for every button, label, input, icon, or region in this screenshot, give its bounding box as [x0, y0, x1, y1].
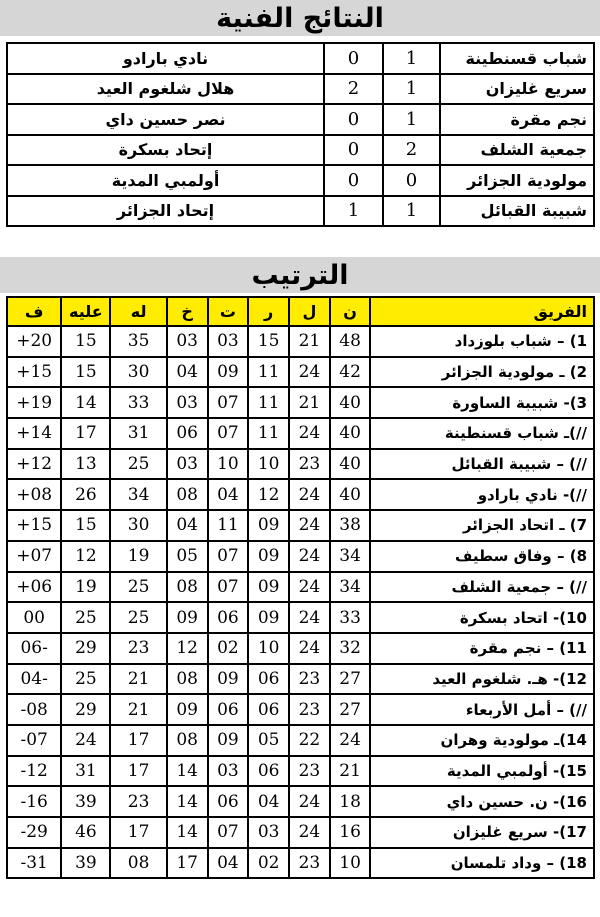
- won: 09: [248, 602, 289, 633]
- drawn: 04: [208, 848, 249, 879]
- standings-row: [7, 326, 594, 357]
- drawn: 11: [208, 510, 249, 541]
- away-score: 0: [324, 135, 383, 166]
- goals-against: 17: [61, 418, 110, 449]
- header-goals-for: له: [110, 297, 166, 326]
- goal-diff: +08: [7, 479, 61, 510]
- goals-for: 30: [110, 357, 166, 388]
- standings-table-body: [7, 297, 594, 878]
- goals-against: 15: [61, 357, 110, 388]
- won: 12: [248, 479, 289, 510]
- lost: 03: [167, 387, 208, 418]
- result-row: [7, 196, 594, 227]
- goal-diff: +07: [7, 541, 61, 572]
- away-team: إتحاد الجزائر: [7, 196, 324, 227]
- header-played: ل: [289, 297, 330, 326]
- standings-header-row: [7, 297, 594, 326]
- results-table: [6, 42, 595, 227]
- goals-for: 35: [110, 326, 166, 357]
- won: 09: [248, 572, 289, 603]
- lost: 14: [167, 817, 208, 848]
- played: 23: [289, 756, 330, 787]
- team-name: 12)- هـ. شلغوم العيد: [370, 664, 594, 695]
- played: 24: [289, 510, 330, 541]
- team-name: 15)- أولمبي المدية: [370, 756, 594, 787]
- played: 21: [289, 387, 330, 418]
- points: 48: [330, 326, 371, 357]
- home-score: 1: [383, 104, 440, 135]
- lost: 06: [167, 418, 208, 449]
- lost: 04: [167, 510, 208, 541]
- standings-row: [7, 817, 594, 848]
- won: 06: [248, 694, 289, 725]
- team-name: 16)- ن. حسين داي: [370, 786, 594, 817]
- goals-against: 25: [61, 664, 110, 695]
- results-table-body: [7, 43, 594, 226]
- points: 34: [330, 572, 371, 603]
- goals-for: 17: [110, 756, 166, 787]
- home-team: شباب قسنطينة: [440, 43, 594, 74]
- goals-against: 39: [61, 848, 110, 879]
- result-row: [7, 43, 594, 74]
- goals-against: 12: [61, 541, 110, 572]
- lost: 14: [167, 786, 208, 817]
- drawn: 07: [208, 387, 249, 418]
- points: 42: [330, 357, 371, 388]
- away-team: إتحاد بسكرة: [7, 135, 324, 166]
- goals-against: 31: [61, 756, 110, 787]
- home-score: 0: [383, 165, 440, 196]
- lost: 08: [167, 572, 208, 603]
- team-name: //) – شبيبة القبائل: [370, 449, 594, 480]
- goal-diff: -08: [7, 694, 61, 725]
- standings-row: [7, 541, 594, 572]
- team-name: 8) – وفاق سطيف: [370, 541, 594, 572]
- won: 10: [248, 449, 289, 480]
- goals-for: 21: [110, 694, 166, 725]
- goals-against: 26: [61, 479, 110, 510]
- lost: 09: [167, 694, 208, 725]
- drawn: 07: [208, 817, 249, 848]
- standings-row: [7, 572, 594, 603]
- points: 10: [330, 848, 371, 879]
- header-goal-diff: ف: [7, 297, 61, 326]
- results-title-banner: [0, 0, 600, 36]
- away-team: نصر حسين داي: [7, 104, 324, 135]
- goals-against: 46: [61, 817, 110, 848]
- goals-for: 21: [110, 664, 166, 695]
- team-name: 7) ـ اتحاد الجزائر: [370, 510, 594, 541]
- won: 15: [248, 326, 289, 357]
- header-points: ن: [330, 297, 371, 326]
- points: 40: [330, 449, 371, 480]
- lost: 08: [167, 664, 208, 695]
- drawn: 06: [208, 602, 249, 633]
- goal-diff: -29: [7, 817, 61, 848]
- standings-row: [7, 664, 594, 695]
- goals-for: 25: [110, 449, 166, 480]
- won: 06: [248, 756, 289, 787]
- team-name: 10)- اتحاد بسكرة: [370, 602, 594, 633]
- home-score: 1: [383, 43, 440, 74]
- points: 18: [330, 786, 371, 817]
- goals-against: 15: [61, 510, 110, 541]
- goal-diff: +19: [7, 387, 61, 418]
- points: 21: [330, 756, 371, 787]
- away-team: هلال شلغوم العيد: [7, 74, 324, 105]
- goals-for: 23: [110, 633, 166, 664]
- goals-against: 13: [61, 449, 110, 480]
- goal-diff: -16: [7, 786, 61, 817]
- drawn: 10: [208, 449, 249, 480]
- drawn: 02: [208, 633, 249, 664]
- standings-row: [7, 510, 594, 541]
- goals-for: 23: [110, 786, 166, 817]
- standings-row: [7, 725, 594, 756]
- away-score: 0: [324, 104, 383, 135]
- header-won: ر: [248, 297, 289, 326]
- team-name: 3)- شبيبة الساورة: [370, 387, 594, 418]
- standings-row: [7, 449, 594, 480]
- goal-diff: +15: [7, 510, 61, 541]
- home-team: جمعية الشلف: [440, 135, 594, 166]
- result-row: [7, 165, 594, 196]
- lost: 14: [167, 756, 208, 787]
- drawn: 03: [208, 326, 249, 357]
- goals-against: 19: [61, 572, 110, 603]
- drawn: 06: [208, 786, 249, 817]
- played: 24: [289, 541, 330, 572]
- goals-for: 08: [110, 848, 166, 879]
- played: 24: [289, 602, 330, 633]
- standings-row: [7, 357, 594, 388]
- drawn: 07: [208, 572, 249, 603]
- won: 11: [248, 387, 289, 418]
- standings-row: [7, 418, 594, 449]
- goals-for: 17: [110, 725, 166, 756]
- points: 38: [330, 510, 371, 541]
- result-row: [7, 135, 594, 166]
- goals-for: 17: [110, 817, 166, 848]
- points: 40: [330, 418, 371, 449]
- header-team: الفريق: [370, 297, 594, 326]
- drawn: 07: [208, 541, 249, 572]
- won: 11: [248, 357, 289, 388]
- team-name: //) – جمعية الشلف: [370, 572, 594, 603]
- played: 24: [289, 817, 330, 848]
- drawn: 06: [208, 694, 249, 725]
- lost: 12: [167, 633, 208, 664]
- points: 32: [330, 633, 371, 664]
- goals-for: 25: [110, 602, 166, 633]
- header-lost: خ: [167, 297, 208, 326]
- goal-diff: 00: [7, 602, 61, 633]
- standings-row: [7, 633, 594, 664]
- goals-against: 15: [61, 326, 110, 357]
- goal-diff: +12: [7, 449, 61, 480]
- won: 05: [248, 725, 289, 756]
- result-row: [7, 74, 594, 105]
- won: 02: [248, 848, 289, 879]
- standings-row: [7, 387, 594, 418]
- goals-for: 33: [110, 387, 166, 418]
- goals-against: 24: [61, 725, 110, 756]
- lost: 03: [167, 449, 208, 480]
- goal-diff: 06-: [7, 633, 61, 664]
- lost: 05: [167, 541, 208, 572]
- home-team: مولودية الجزائر: [440, 165, 594, 196]
- won: 09: [248, 510, 289, 541]
- team-name: 14)ـ مولودية وهران: [370, 725, 594, 756]
- won: 06: [248, 664, 289, 695]
- goal-diff: -07: [7, 725, 61, 756]
- goal-diff: +15: [7, 357, 61, 388]
- standings-row: [7, 694, 594, 725]
- lost: 08: [167, 725, 208, 756]
- lost: 04: [167, 357, 208, 388]
- points: 16: [330, 817, 371, 848]
- played: 23: [289, 449, 330, 480]
- played: 23: [289, 664, 330, 695]
- team-name: 2) ـ مولودية الجزائر: [370, 357, 594, 388]
- goals-against: 14: [61, 387, 110, 418]
- header-goals-against: عليه: [61, 297, 110, 326]
- results-title: النتائج الفنية: [216, 2, 384, 34]
- won: 11: [248, 418, 289, 449]
- played: 23: [289, 694, 330, 725]
- goals-for: 30: [110, 510, 166, 541]
- points: 24: [330, 725, 371, 756]
- goal-diff: -31: [7, 848, 61, 879]
- away-team: أولمبي المدية: [7, 165, 324, 196]
- points: 34: [330, 541, 371, 572]
- standings-row: [7, 848, 594, 879]
- team-name: 1) – شباب بلوزداد: [370, 326, 594, 357]
- away-team: نادي بارادو: [7, 43, 324, 74]
- standings-row: [7, 479, 594, 510]
- goal-diff: -12: [7, 756, 61, 787]
- home-score: 1: [383, 74, 440, 105]
- points: 40: [330, 387, 371, 418]
- goals-against: 25: [61, 602, 110, 633]
- goals-for: 25: [110, 572, 166, 603]
- won: 10: [248, 633, 289, 664]
- team-name: //)ـ شباب قسنطينة: [370, 418, 594, 449]
- points: 33: [330, 602, 371, 633]
- played: 24: [289, 572, 330, 603]
- standings-row: [7, 786, 594, 817]
- played: 21: [289, 326, 330, 357]
- away-score: 2: [324, 74, 383, 105]
- away-score: 0: [324, 43, 383, 74]
- lost: 09: [167, 602, 208, 633]
- played: 22: [289, 725, 330, 756]
- team-name: //)- نادي بارادو: [370, 479, 594, 510]
- goal-diff: +20: [7, 326, 61, 357]
- won: 04: [248, 786, 289, 817]
- team-name: //) – أمل الأربعاء: [370, 694, 594, 725]
- goals-for: 34: [110, 479, 166, 510]
- result-row: [7, 104, 594, 135]
- played: 24: [289, 633, 330, 664]
- played: 23: [289, 848, 330, 879]
- header-drawn: ت: [208, 297, 249, 326]
- home-team: سريع غليزان: [440, 74, 594, 105]
- lost: 08: [167, 479, 208, 510]
- standings-row: [7, 602, 594, 633]
- points: 27: [330, 664, 371, 695]
- goal-diff: +14: [7, 418, 61, 449]
- away-score: 1: [324, 196, 383, 227]
- lost: 03: [167, 326, 208, 357]
- goals-for: 31: [110, 418, 166, 449]
- home-score: 2: [383, 135, 440, 166]
- team-name: 17)- سريع غليزان: [370, 817, 594, 848]
- played: 24: [289, 786, 330, 817]
- standings-title-banner: [0, 257, 600, 293]
- team-name: 11) – نجم مقرة: [370, 633, 594, 664]
- drawn: 09: [208, 664, 249, 695]
- played: 24: [289, 357, 330, 388]
- goal-diff: +06: [7, 572, 61, 603]
- goals-against: 29: [61, 633, 110, 664]
- won: 03: [248, 817, 289, 848]
- standings-row: [7, 756, 594, 787]
- points: 40: [330, 479, 371, 510]
- away-score: 0: [324, 165, 383, 196]
- home-team: نجم مقرة: [440, 104, 594, 135]
- goals-against: 39: [61, 786, 110, 817]
- played: 24: [289, 479, 330, 510]
- points: 27: [330, 694, 371, 725]
- drawn: 03: [208, 756, 249, 787]
- drawn: 07: [208, 418, 249, 449]
- won: 09: [248, 541, 289, 572]
- standings-title: الترتيب: [251, 259, 349, 291]
- standings-table: [6, 296, 595, 879]
- goals-for: 19: [110, 541, 166, 572]
- drawn: 09: [208, 357, 249, 388]
- drawn: 04: [208, 479, 249, 510]
- goal-diff: 04-: [7, 664, 61, 695]
- home-score: 1: [383, 196, 440, 227]
- played: 24: [289, 418, 330, 449]
- home-team: شبيبة القبائل: [440, 196, 594, 227]
- team-name: 18) – وداد تلمسان: [370, 848, 594, 879]
- goals-against: 29: [61, 694, 110, 725]
- drawn: 09: [208, 725, 249, 756]
- lost: 17: [167, 848, 208, 879]
